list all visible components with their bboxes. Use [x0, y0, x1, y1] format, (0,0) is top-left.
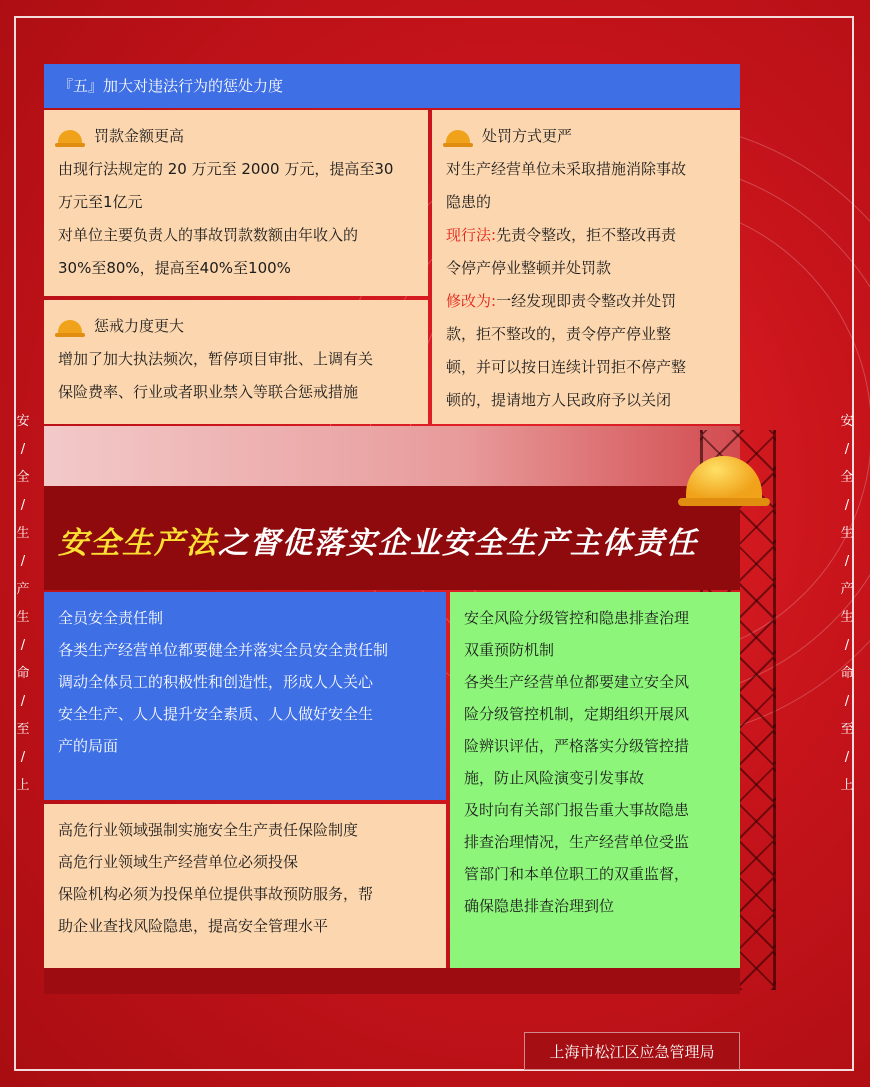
current-law-line: 先责令整改，拒不整改再责 [496, 226, 677, 244]
helmet-icon [58, 130, 82, 144]
fine-card [44, 110, 428, 296]
risk-card [450, 592, 740, 968]
insurance-line: 高危行业领域生产经营单位必须投保 [58, 853, 299, 871]
responsibility-line: 产的局面 [58, 737, 119, 755]
bottom-band [44, 968, 740, 994]
responsibility-line: 各类生产经营单位都要健全并落实全员安全责任制 [58, 641, 389, 659]
side-slogan-char: / [20, 554, 26, 569]
side-slogan-char: / [844, 694, 850, 709]
decorative-band [44, 426, 740, 486]
risk-line: 双重预防机制 [464, 641, 555, 659]
side-slogan-char: 命 [840, 666, 854, 681]
side-slogan-char: / [20, 498, 26, 513]
title-highlight: 安全生产法 [58, 526, 218, 561]
side-slogan-char: 生 [840, 610, 854, 625]
fine-line: 万元至1亿元 [58, 193, 143, 211]
side-slogan-char: / [844, 638, 850, 653]
amended-law-line: 一经发现即责令整改并处罚 [496, 292, 677, 310]
responsibility-card [44, 592, 446, 800]
risk-line: 各类生产经营单位都要建立安全风 [464, 673, 690, 691]
penalty-heading: 处罚方式更严 [482, 127, 573, 145]
side-slogan-char: / [844, 554, 850, 569]
risk-line: 及时向有关部门报告重大事故隐患 [464, 801, 690, 819]
side-slogan-char: 至 [840, 722, 854, 737]
amended-law-line: 顿的，提请地方人民政府予以关闭 [446, 391, 672, 409]
risk-line: 排查治理情况，生产经营单位受监 [464, 833, 690, 851]
fine-line: 对单位主要负责人的事故罚款数额由年收入的 [58, 226, 359, 244]
side-slogan-right [838, 408, 856, 800]
side-slogan-char: 产 [840, 582, 854, 597]
side-slogan-char: 安 [16, 414, 30, 429]
title-rest: 之督促落实企业安全生产主体责任 [218, 526, 698, 561]
risk-line: 管部门和本单位职工的双重监督， [464, 865, 690, 883]
insurance-line: 高危行业领域强制实施安全生产责任保险制度 [58, 821, 359, 839]
fine-heading: 罚款金额更高 [94, 127, 185, 145]
side-slogan-char: 全 [840, 470, 854, 485]
side-slogan-char: 上 [16, 778, 30, 793]
side-slogan-char: / [20, 750, 26, 765]
responsibility-line: 全员安全责任制 [58, 609, 164, 627]
side-slogan-char: 生 [16, 610, 30, 625]
fine-line: 由现行法规定的 20 万元至 2000 万元，提高至30 [58, 160, 394, 178]
penalty-intro-line: 隐患的 [446, 193, 492, 211]
side-slogan-char: 安 [840, 414, 854, 429]
amended-law-line: 款，拒不整改的，责令停产停业整 [446, 325, 672, 343]
section-header: 『五』加大对违法行为的惩处力度 [44, 64, 740, 108]
side-slogan-char: 命 [16, 666, 30, 681]
side-slogan-char: / [20, 694, 26, 709]
helmet-icon [446, 130, 470, 144]
punishment-line: 保险费率、行业或者职业禁入等联合惩戒措施 [58, 383, 359, 401]
risk-line: 确保隐患排查治理到位 [464, 897, 615, 915]
fine-line: 30%至80%，提高至40%至100% [58, 259, 291, 277]
punishment-card [44, 300, 428, 424]
side-slogan-char: 生 [16, 526, 30, 541]
side-slogan-char: / [844, 498, 850, 513]
risk-line: 施，防止风险演变引发事故 [464, 769, 645, 787]
current-law-label: 现行法: [446, 226, 497, 244]
amended-law-label: 修改为: [446, 292, 497, 310]
responsibility-line: 调动全体员工的积极性和创造性，形成人人关心 [58, 673, 374, 691]
insurance-line: 保险机构必须为投保单位提供事故预防服务，帮 [58, 885, 374, 903]
side-slogan-char: / [844, 750, 850, 765]
penalty-intro-line: 对生产经营单位未采取措施消除事故 [446, 160, 687, 178]
risk-line: 险分级管控机制，定期组织开展风 [464, 705, 690, 723]
helmet-icon [58, 320, 82, 334]
punishment-heading: 惩戒力度更大 [94, 317, 185, 335]
side-slogan-char: 生 [840, 526, 854, 541]
insurance-card [44, 804, 446, 968]
footer-org: 上海市松江区应急管理局 [524, 1032, 740, 1070]
side-slogan-left [14, 408, 32, 800]
side-slogan-char: 产 [16, 582, 30, 597]
insurance-line: 助企业查找风险隐患，提高安全管理水平 [58, 917, 329, 935]
side-slogan-char: / [844, 442, 850, 457]
page-title [58, 518, 698, 562]
side-slogan-char: / [20, 442, 26, 457]
amended-law-line: 顿，并可以按日连续计罚拒不停产整 [446, 358, 687, 376]
punishment-line: 增加了加大执法频次，暂停项目审批、上调有关 [58, 350, 374, 368]
side-slogan-char: 上 [840, 778, 854, 793]
side-slogan-char: / [20, 638, 26, 653]
side-slogan-char: 至 [16, 722, 30, 737]
side-slogan-char: 全 [16, 470, 30, 485]
risk-line: 安全风险分级管控和隐患排查治理 [464, 609, 690, 627]
current-law-line: 令停产停业整顿并处罚款 [446, 259, 612, 277]
risk-line: 险辨识评估，严格落实分级管控措 [464, 737, 690, 755]
responsibility-line: 安全生产、人人提升安全素质、人人做好安全生 [58, 705, 374, 723]
penalty-method-card [432, 110, 740, 424]
